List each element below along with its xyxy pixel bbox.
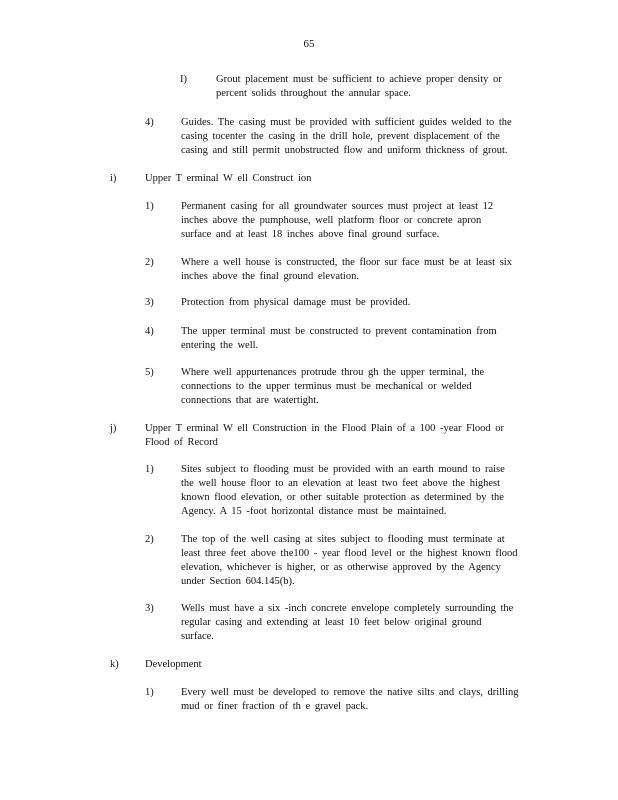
item-label: 1) <box>145 201 154 212</box>
section-title: Development <box>145 659 202 670</box>
item-text: Grout placement must be sufficient to achieve proper density or percent solids throughout the annular space. <box>216 74 502 99</box>
item-text: Sites subject to flooding must be provided with an earth mound to raise the well house floor to an elevation at least two feet above the highest known flood elevation, or other suitable protection as determined by the Agency. A 15 -foot horizontal distance must be maintained. <box>181 464 505 517</box>
item-text: Guides. The casing must be provided with sufficient guides welded to the casing tocenter the casing in the drill hole, prevent displacement of the casing and still permit unobstructed flow and uniform thickness of grout. <box>181 117 512 156</box>
page-number: 65 <box>303 38 315 50</box>
section-label: i) <box>110 173 117 184</box>
item-text: Where well appurtenances protrude throu gh the upper terminal, the connections to the upper terminus must be mechanical or welded connections that are watertight. <box>181 367 485 406</box>
section-title: Upper T erminal W ell Construction in the Flood Plain of a 100 -year Flood or Flood of Record <box>145 423 505 448</box>
section-label: k) <box>110 659 119 670</box>
section-label: j) <box>110 423 117 434</box>
item-label: 1) <box>145 464 154 475</box>
item-label: 3) <box>145 603 154 614</box>
item-label: 2) <box>145 534 154 545</box>
item-text: Permanent casing for all groundwater sources must project at least 12 inches above the pumphouse, well platform floor or concrete apron surface and at least 18 inches above final ground surface. <box>181 201 494 240</box>
item-label: 2) <box>145 257 154 268</box>
item-text: The top of the well casing at sites subject to flooding must terminate at least three feet above the100 - year flood level or the highest known flood elevation, whichever is higher, or as otherwise approved by the Agency under Section 604.145(b). <box>181 534 518 587</box>
item-text: Protection from physical damage must be provided. <box>181 297 411 308</box>
item-text: Where a well house is constructed, the floor sur face must be at least six inches above the final ground elevation. <box>181 257 512 282</box>
item-label: 5) <box>145 367 154 378</box>
item-text: Every well must be developed to remove the native silts and clays, drilling mud or finer fraction of th e gravel pack. <box>181 687 519 712</box>
item-label: I) <box>180 74 187 85</box>
section-title: Upper T erminal W ell Construct ion <box>145 173 312 184</box>
item-label: 1) <box>145 687 154 698</box>
item-label: 3) <box>145 297 154 308</box>
item-label: 4) <box>145 117 154 128</box>
item-label: 4) <box>145 326 154 337</box>
item-text: Wells must have a six -inch concrete envelope completely surrounding the regular casing and extending at least 10 feet below original ground surface. <box>181 603 514 642</box>
item-text: The upper terminal must be constructed to prevent contamination from entering the well. <box>181 326 497 351</box>
